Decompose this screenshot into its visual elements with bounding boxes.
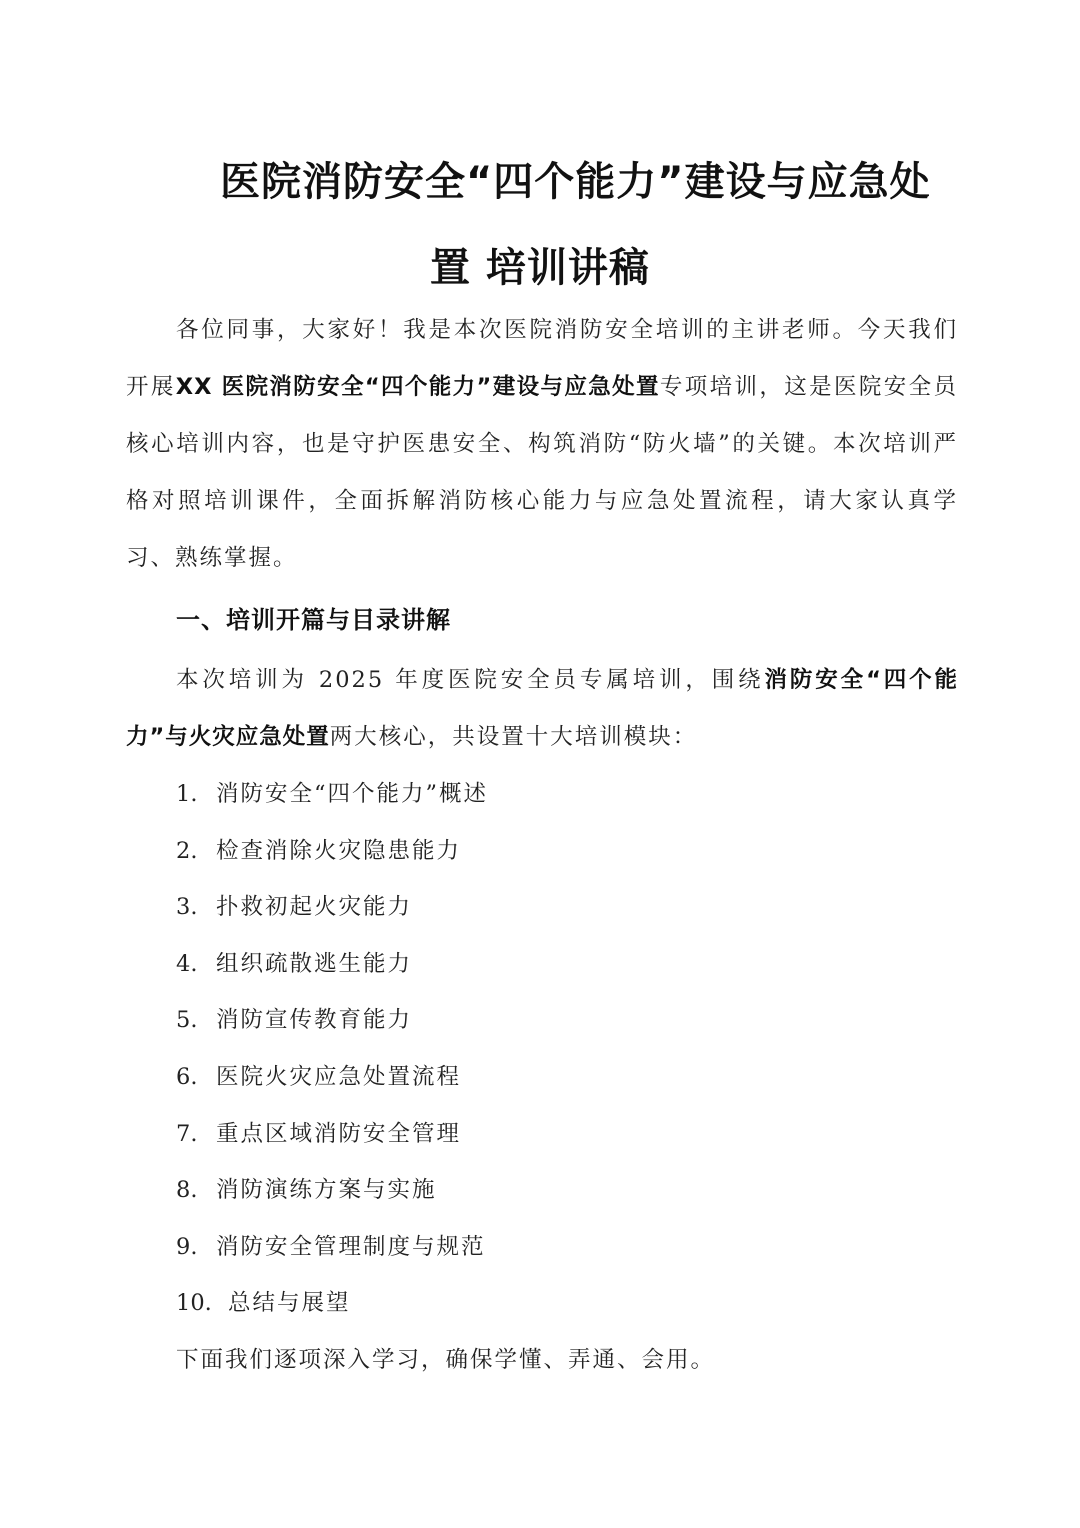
list-item-text: 消防宣传教育能力 [216,1007,413,1034]
list-item-text: 消防安全“四个能力”概述 [216,781,489,807]
list-item-number: 9. [176,1233,198,1260]
list-item-number: 8. [176,1177,198,1204]
list-item [176,1275,488,1332]
list-item-number: 4. [176,950,198,977]
list-item-text: 组织疏散逃生能力 [216,950,413,977]
section-intro-bold: 消防安全“四个能力”与火灾应急处置 [126,667,958,750]
list-item-number: 2. [176,837,198,864]
list-item-text: 扑救初起火灾能力 [216,894,413,921]
list-item-number: 10. [176,1290,212,1317]
list-item [176,936,488,993]
closing-sentence: 下面我们逐项深入学习，确保学懂、弄通、会用。 [176,1347,716,1373]
intro-paragraph [126,302,958,587]
section-heading-1: 一、培训开篇与目录讲解 [176,606,451,634]
list-item-text: 总结与展望 [228,1290,351,1317]
list-item [176,1162,488,1219]
list-item-number: 6. [176,1063,198,1090]
list-item-number: 3. [176,894,198,921]
document-title-line-1: 医院消防安全“四个能力”建设与应急处 [220,159,931,205]
list-item-text: 重点区域消防安全管理 [216,1120,462,1147]
list-item-text: 消防安全管理制度与规范 [216,1233,486,1260]
list-item [176,992,488,1049]
section-intro-text-2: 两大核心，共设置十大培训模块： [329,724,698,750]
list-item-number: 1. [176,781,198,807]
intro-bold-topic: XX 医院消防安全“四个能力”建设与应急处置 [175,374,660,400]
list-item [176,823,488,880]
list-item [176,1049,488,1106]
list-item-text: 检查消除火灾隐患能力 [216,837,462,864]
intro-text-1: 各位同事，大家好！我是本次医院消防安全培训的主讲老师。今天我们开展 [126,317,958,400]
document-title-line-2: 置 培训讲稿 [430,245,650,291]
list-item-text: 消防演练方案与实施 [216,1177,437,1204]
list-item-number: 5. [176,1007,198,1034]
module-list [176,766,488,1332]
section-intro-text-1: 本次培训为 2025 年度医院安全员专属培训，围绕 [176,667,765,693]
list-item [176,766,488,823]
list-item [176,879,488,936]
list-item [176,1106,488,1163]
list-item-text: 医院火灾应急处置流程 [216,1063,462,1090]
list-item-number: 7. [176,1120,198,1147]
list-item [176,1219,488,1276]
section-intro-paragraph [126,652,958,766]
intro-text-2: 专项培训，这是医院安全员核心培训内容，也是守护医患安全、构筑消防“防火墙”的关键。本次培训严格对照培训课件，全面拆解消防核心能力与应急处置流程，请大家认真学习、熟练掌握。 [126,374,958,571]
